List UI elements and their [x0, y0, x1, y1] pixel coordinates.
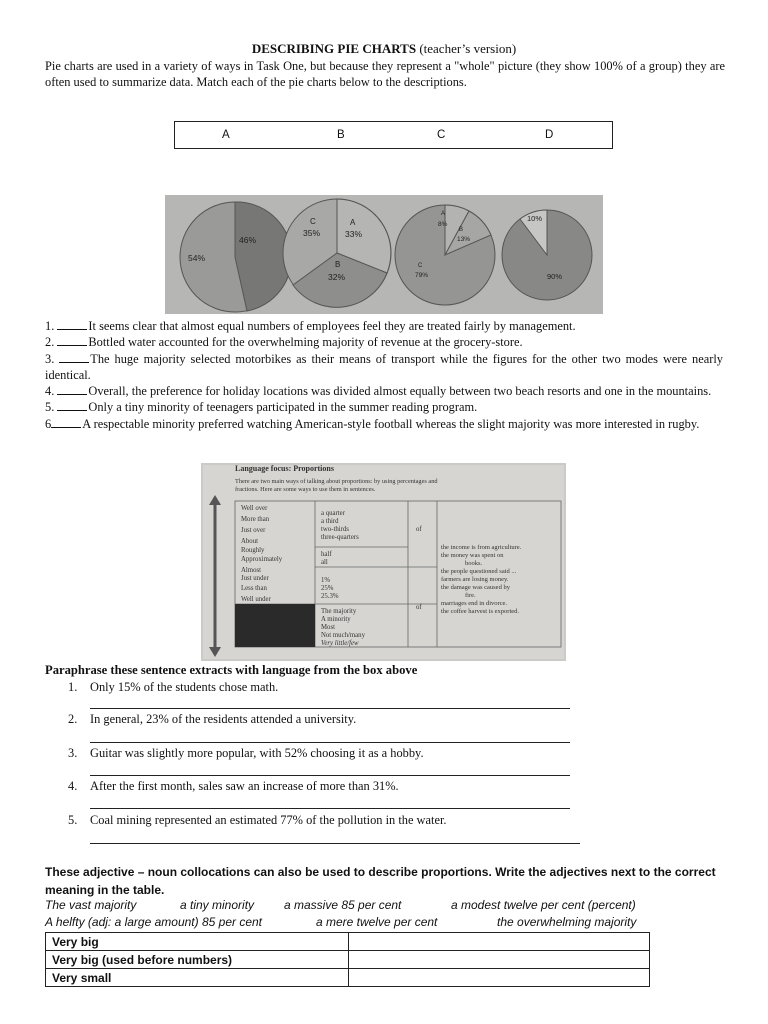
paraphrase-item-3: 3. Guitar was slightly more popular, with 52% choosing it as a hobby.: [68, 746, 424, 760]
statement-1: 1. It seems clear that almost equal numbers of employees feel they are treated fairly by management.: [45, 319, 576, 333]
svg-text:Less than: Less than: [241, 585, 267, 592]
svg-text:Approximately: Approximately: [241, 556, 283, 563]
answer-box: [174, 121, 613, 149]
svg-text:all: all: [321, 559, 328, 566]
answer-line-4[interactable]: [90, 808, 570, 809]
statement-6: 6 A respectable minority preferred watching American-style football whereas the slight majority was more interested in rugby.: [45, 416, 700, 431]
pie-2-label-32: 32%: [328, 272, 346, 282]
paraphrase-item-4: 4. After the first month, sales saw an increase of more than 31%.: [68, 779, 399, 793]
paraphrase-item-5: 5. Coal mining represented an estimated 77% of the pollution in the water.: [68, 813, 447, 827]
answer-line-2[interactable]: [90, 742, 570, 743]
row-label-very-small: Very small: [46, 969, 349, 987]
svg-text:the damage was caused by: the damage was caused by: [441, 584, 510, 591]
answer-letter-c: C: [437, 129, 446, 141]
svg-text:Almost: Almost: [241, 567, 262, 574]
pie-1-label-46: 46%: [239, 235, 257, 245]
pie-chart-2: [283, 199, 391, 307]
table-row: [46, 969, 650, 987]
pie-1-label-54: 54%: [188, 253, 206, 263]
lang-intro-1: There are two main ways of talking about proportions: by using percentages and: [235, 478, 438, 485]
svg-text:the people questioned said ...: the people questioned said ...: [441, 568, 517, 575]
svg-text:About: About: [241, 538, 258, 545]
answer-cell-very-big-numbers[interactable]: [349, 951, 650, 969]
svg-text:Well over: Well over: [241, 505, 268, 512]
svg-text:A minority: A minority: [321, 616, 351, 623]
pie-4-label-90: 90%: [547, 272, 563, 281]
answer-cell-very-big[interactable]: [349, 933, 650, 951]
answer-blank-6[interactable]: [51, 417, 81, 428]
table-row: [46, 951, 650, 969]
table-row: [46, 933, 650, 951]
pie-2-label-33: 33%: [345, 229, 363, 239]
svg-text:More than: More than: [241, 516, 270, 523]
svg-text:Roughly: Roughly: [241, 547, 265, 554]
pie-chart-4: [502, 210, 592, 300]
svg-text:Very little/few: Very little/few: [321, 640, 359, 647]
pie-3-label-8: 8%: [438, 221, 448, 228]
answer-letter-d: D: [545, 129, 554, 141]
svg-text:fire.: fire.: [465, 592, 476, 599]
svg-text:The majority: The majority: [321, 608, 357, 615]
lang-of-2: of: [416, 604, 422, 611]
language-focus-photo: [201, 463, 566, 661]
svg-text:Most: Most: [321, 624, 335, 631]
row-label-very-big-numbers: Very big (used before numbers): [46, 951, 349, 969]
svg-text:the money was spent on: the money was spent on: [441, 552, 504, 559]
svg-text:25%: 25%: [321, 585, 334, 592]
pie-2-label-c: C: [310, 217, 316, 226]
svg-text:a quarter: a quarter: [321, 510, 345, 517]
title-sub: (teacher’s version): [416, 41, 517, 56]
svg-text:Not much/many: Not much/many: [321, 632, 365, 639]
adjective-table: [45, 932, 650, 987]
answer-blank-2[interactable]: [57, 335, 87, 346]
answer-letter-b: B: [337, 129, 345, 141]
statement-5: 5. Only a tiny minority of teenagers participated in the summer reading program.: [45, 400, 478, 415]
pie-3-label-c: C: [418, 263, 423, 269]
answer-blank-5[interactable]: [57, 400, 87, 411]
pie-3-label-a: A: [441, 211, 446, 217]
collocation-overwhelming-majority: the overwhelming majority: [497, 915, 637, 929]
answer-blank-1[interactable]: [57, 319, 87, 330]
paraphrase-title: Paraphrase these sentence extracts with language from the box above: [45, 663, 418, 677]
collocation-hefty-85: A helfty (adj: a large amount) 85 per cent: [45, 915, 263, 929]
lang-of-1: of: [416, 526, 422, 533]
svg-text:1%: 1%: [321, 577, 331, 584]
pie-3-label-b: B: [459, 227, 464, 233]
svg-text:Just under: Just under: [241, 575, 269, 582]
collocations-title: These adjective – noun collocations can also be used to describe proportions. Write the adjectives next to the correct meaning in the table.: [45, 865, 716, 897]
collocation-vast-majority: The vast majority: [45, 898, 137, 912]
pie-2-label-35: 35%: [303, 228, 321, 238]
collocation-tiny-minority: a tiny minority: [180, 898, 255, 912]
svg-text:two-thirds: two-thirds: [321, 526, 349, 533]
page-title: [0, 41, 768, 57]
lang-intro-2: fractions. Here are some ways to use them in sentences.: [235, 486, 376, 493]
collocation-modest-twelve: a modest twelve per cent (percent): [451, 898, 636, 912]
svg-text:books.: books.: [465, 560, 483, 567]
svg-text:half: half: [321, 551, 332, 558]
answer-line-5[interactable]: [90, 843, 580, 844]
svg-text:the income is from agriculture: the income is from agriculture.: [441, 544, 522, 551]
svg-text:marriages end in divorce.: marriages end in divorce.: [441, 600, 508, 607]
lang-heading: Language focus: Proportions: [235, 464, 334, 473]
paraphrase-item-1: 1. Only 15% of the students chose math.: [68, 680, 279, 694]
svg-text:Just over: Just over: [241, 527, 266, 534]
svg-text:Well under: Well under: [241, 596, 271, 603]
row-label-very-big: Very big: [46, 933, 349, 951]
pie-2-label-b: B: [335, 260, 341, 269]
svg-text:farmers are losing money.: farmers are losing money.: [441, 576, 509, 583]
answer-blank-4[interactable]: [57, 384, 87, 395]
svg-text:a third: a third: [321, 518, 339, 525]
collocation-massive-85: a massive 85 per cent: [284, 898, 402, 912]
answer-cell-very-small[interactable]: [349, 969, 650, 987]
intro-paragraph: Pie charts are used in a variety of ways in Task One, but because they represent a "whole" picture (they show 100% of a group) they are often used to summarize data. Match each of the pie charts below to the descriptions.: [45, 59, 725, 89]
paraphrase-item-2: 2. In general, 23% of the residents attended a university.: [68, 712, 357, 726]
collocation-mere-twelve: a mere twelve per cent: [316, 915, 438, 929]
pie-3-label-79: 79%: [415, 272, 429, 279]
pie-2-label-a: A: [350, 218, 356, 227]
answer-letter-a: A: [222, 129, 230, 141]
answer-line-1[interactable]: [90, 708, 570, 709]
pie-4-label-10: 10%: [527, 214, 543, 223]
svg-text:the coffee harvest is exported: the coffee harvest is exported.: [441, 608, 520, 615]
svg-text:three-quarters: three-quarters: [321, 534, 359, 541]
answer-line-3[interactable]: [90, 775, 570, 776]
statement-4: 4. Overall, the preference for holiday locations was divided almost equally between two beach resorts and one in the mountains.: [45, 384, 712, 399]
pie-chart-1: [180, 202, 292, 312]
matching-statements: [45, 318, 723, 432]
pie-chart-3: [395, 205, 495, 305]
statement-2: 2. Bottled water accounted for the overwhelming majority of revenue at the grocery-store.: [45, 335, 523, 350]
pie-charts-photo: [165, 195, 603, 314]
statement-3: 3. The huge majority selected motorbikes as their means of transport while the figures for the other two modes were nearly identical.: [45, 351, 723, 382]
pie-3-label-13: 13%: [457, 236, 471, 243]
answer-blank-3[interactable]: [59, 352, 89, 363]
title-main: DESCRIBING PIE CHARTS: [251, 41, 417, 56]
svg-text:25.3%: 25.3%: [321, 593, 339, 600]
